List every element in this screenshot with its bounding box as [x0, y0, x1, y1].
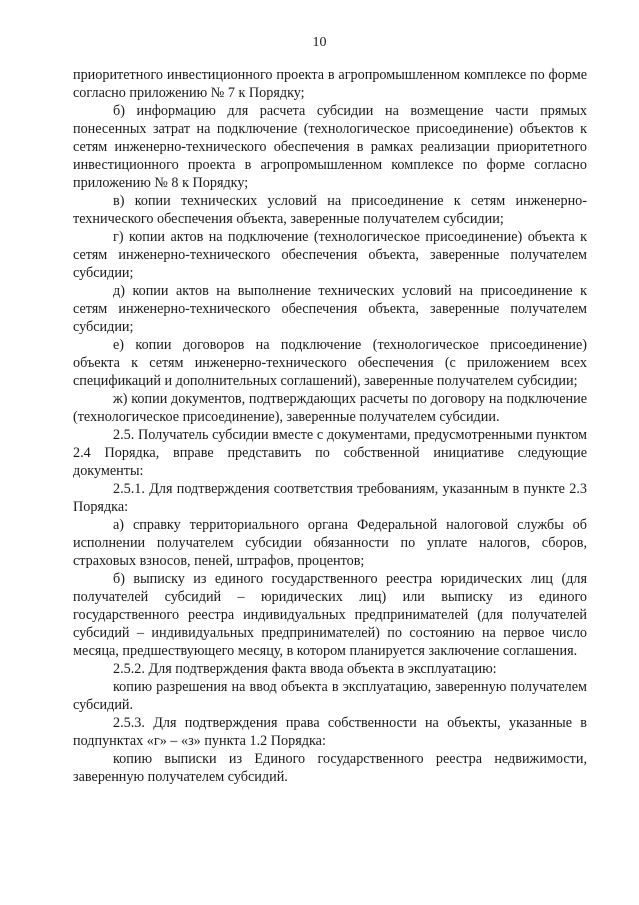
paragraph-section-2-5-3: 2.5.3. Для подтверждения права собственности на объекты, указанные в подпунктах «г» – «з» пункта 1.2 Порядка: [73, 715, 587, 749]
paragraph-registry-copy: копию выписки из Единого государственного реестра недвижимости, заверенную получателем субсидий. [73, 751, 587, 785]
paragraph-permit-copy: копию разрешения на ввод объекта в эксплуатацию, заверенную получателем субсидий. [73, 679, 587, 713]
paragraph-item-b: б) информацию для расчета субсидии на возмещение части прямых понесенных затрат на подключение (технологическое присоединение) объектов к сетям инженерно-технического обеспечения в рамках реализации приоритетного инвестиционного проекта в агропромышленном комплексе по форме согласно приложению № 8 к Порядку; [73, 103, 587, 191]
paragraph-item-zh: ж) копии документов, подтверждающих расчеты по договору на подключение (технологическое присоединение), заверенные получателем субсидии. [73, 391, 587, 425]
paragraph-item-g: г) копии актов на подключение (технологическое присоединение) объекта к сетям инженерно-технического обеспечения объекта, заверенные получателем субсидии; [73, 229, 587, 281]
paragraph-item-b-extract: б) выписку из единого государственного реестра юридических лиц (для получателей субсидий – юридических лиц) или выписку из единого государственного реестра индивидуальных предпринимателей (для получателей субсидий – индивидуальных предпринимателей) по состоянию на первое число месяца, предшествующего месяцу, в котором планируется заключение соглашения. [73, 571, 587, 659]
paragraph-section-2-5-1: 2.5.1. Для подтверждения соответствия требованиям, указанным в пункте 2.3 Порядка: [73, 481, 587, 515]
document-body [73, 66, 587, 786]
paragraph-item-a: а) справку территориального органа Федеральной налоговой службы об исполнении получателем субсидии обязанности по уплате налогов, сборов, страховых взносов, пеней, штрафов, процентов; [73, 517, 587, 569]
paragraph-item-e: е) копии договоров на подключение (технологическое присоединение) объекта к сетям инженерно-технического обеспечения (с приложением всех спецификаций и дополнительных соглашений), заверенные получателем субсидии; [73, 337, 587, 389]
paragraph-continuation: приоритетного инвестиционного проекта в агропромышленном комплексе по форме согласно приложению № 7 к Порядку; [73, 67, 587, 101]
page-number: 10 [312, 35, 327, 50]
paragraph-section-2-5: 2.5. Получатель субсидии вместе с документами, предусмотренными пунктом 2.4 Порядка, вправе представить по собственной инициативе следующие документы: [73, 427, 587, 479]
paragraph-item-v: в) копии технических условий на присоединение к сетям инженерно-технического обеспечения объекта, заверенные получателем субсидии; [73, 193, 587, 227]
paragraph-section-2-5-2: 2.5.2. Для подтверждения факта ввода объекта в эксплуатацию: [113, 661, 497, 677]
paragraph-item-d: д) копии актов на выполнение технических условий на присоединение к сетям инженерно-технического обеспечения объекта, заверенные получателем субсидии; [73, 283, 587, 335]
